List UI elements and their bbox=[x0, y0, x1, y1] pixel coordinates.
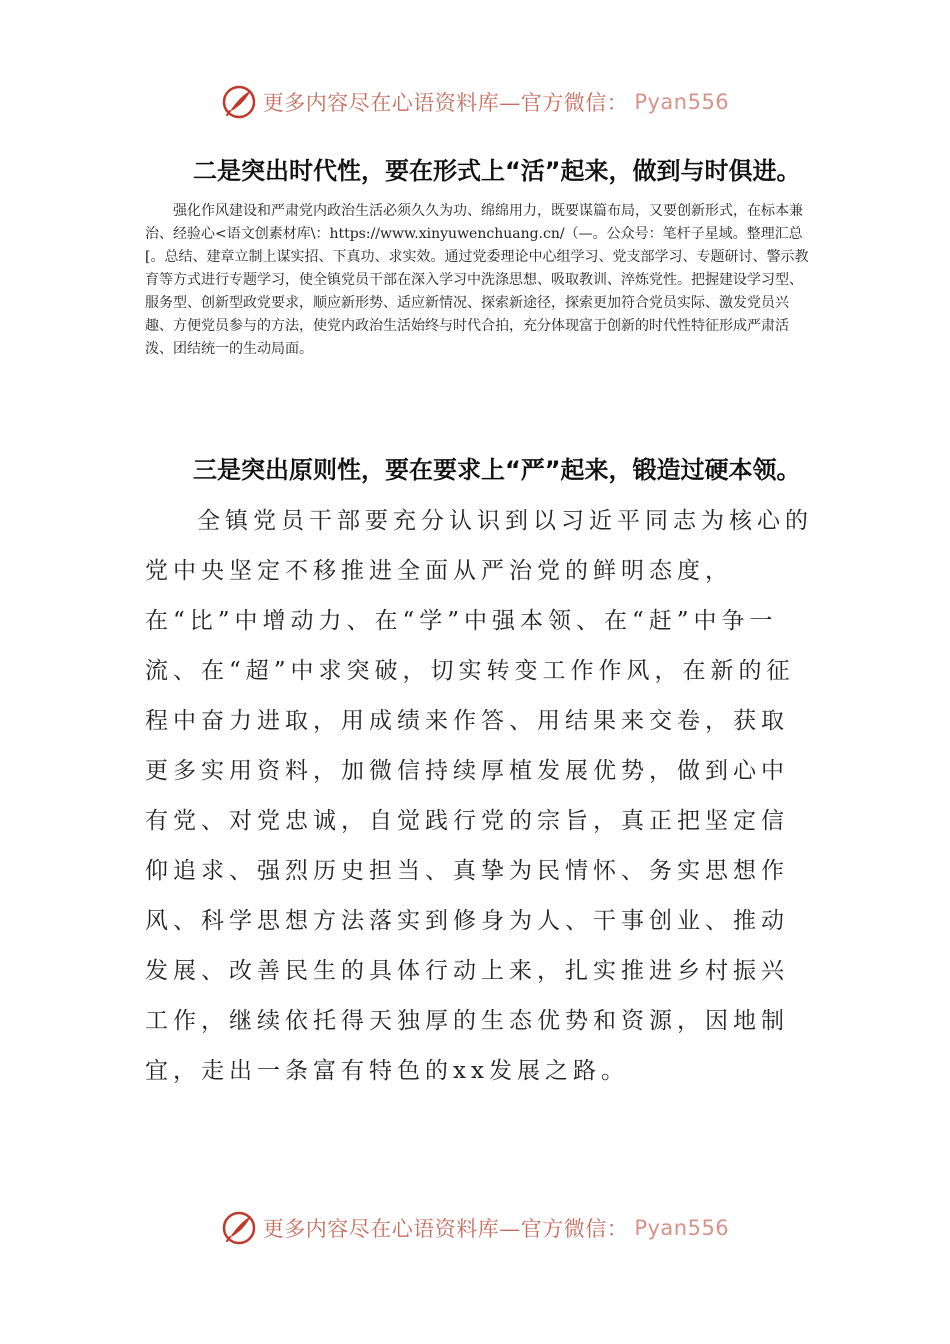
banner-text: 更多内容尽在心语资料库—官方微信： bbox=[262, 91, 629, 115]
section-3-body: 全镇党员干部要充分认识到以习近平同志为核心的党中央坚定不移推进全面从严治党的鲜明态度，在“比”中增动力、在“学”中强本领、在“赶”中争一流、在“超”中求突破，切实转变工作作风，在新的征程中奋力进取，用成绩来作答、用结果来交卷，获取更多实用资料，加微信持续厚植发展优势，做到心中有党、对党忠诚，自觉践行党的宗旨，真正把坚定信仰追求、强烈历史担当、真挚为民情怀、务实思想作风、科学思想方法落实到修身为人、干事创业、推动发展、改善民生的具体行动上来，扎实推进乡村振兴工作，继续依托得天独厚的生态优势和资源，因地制宜，走出一条富有特色的xx发展之路。 bbox=[145, 508, 813, 1084]
header-banner bbox=[0, 84, 950, 120]
quill-pen-icon bbox=[221, 1210, 257, 1246]
section-2 bbox=[145, 146, 815, 361]
quill-pen-icon bbox=[221, 84, 257, 120]
section-3 bbox=[145, 445, 815, 1096]
banner-contact: Pyan556 bbox=[634, 90, 730, 114]
footer-banner bbox=[0, 1210, 950, 1246]
section-2-body: 强化作风建设和严肃党内政治生活必须久久为功、绵绵用力，既要谋篇布局，又要创新形式，在标本兼治、经验心<语文创素材库\：https://www.xinyuwenchuang.cn/（—。公众号：笔杆子星域。整理汇总[。总结、建章立制上谋实招、下真功、求实效。通过党委理论中心组学习、党支部学习、专题研讨、警示教育等方式进行专题学习，使全镇党员干部在深入学习中洗涤思想、吸取教训、淬炼党性。把握建设学习型、服务型、创新型政党要求，顺应新形势、适应新情况、探索新途径，探索更加符合党员实际、激发党员兴趣、方便党员参与的方法，使党内政治生活始终与时代合拍，充分体现富于创新的时代性特征形成严肃活泼、团结统一的生动局面。 bbox=[145, 203, 809, 357]
section-3-heading: 三是突出原则性，要在要求上“严”起来，锻造过硬本领。 bbox=[193, 456, 801, 484]
section-2-heading: 二是突出时代性，要在形式上“活”起来，做到与时俱进。 bbox=[193, 157, 801, 185]
banner-text: 更多内容尽在心语资料库—官方微信： bbox=[262, 1217, 629, 1241]
banner-contact: Pyan556 bbox=[634, 1216, 730, 1240]
